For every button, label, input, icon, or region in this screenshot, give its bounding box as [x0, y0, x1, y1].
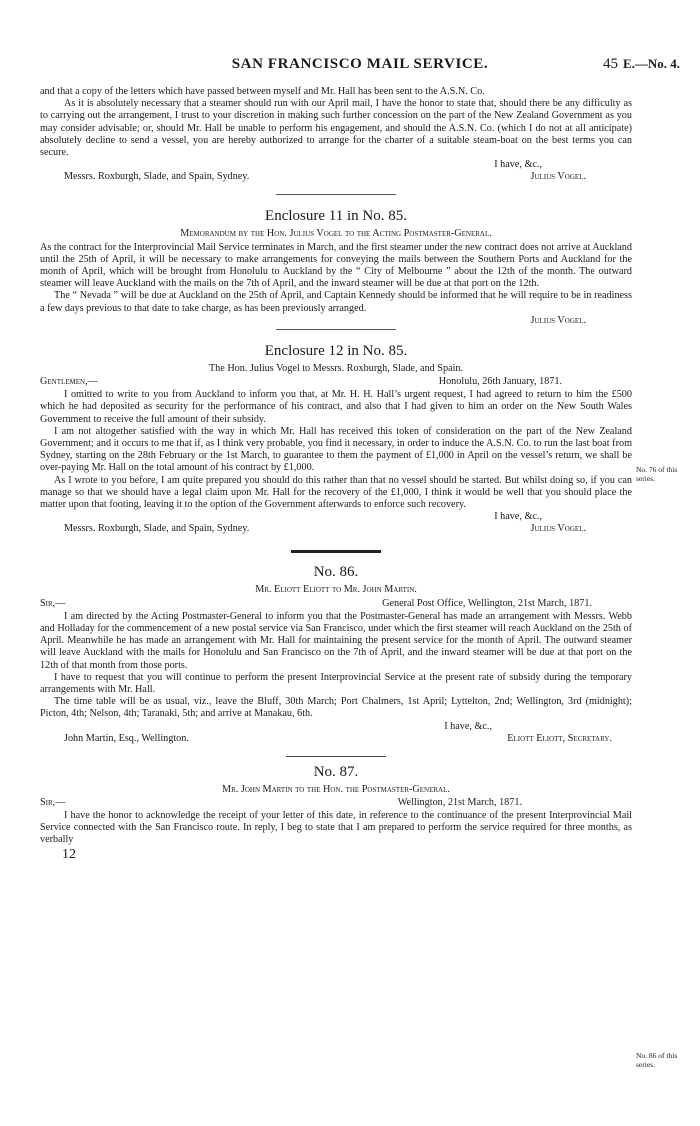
no-87-salutation: Sir,— [40, 796, 66, 808]
section-divider [276, 194, 396, 195]
no-86-heading: No. 86. [313, 564, 359, 581]
enclosure-11-paragraph-2: The “ Nevada ” will be due at Auckland on the 25th of April, and Captain Kennedy should be informed that he will require to be in readiness a few days previous to that date to take charge, as has been previously arranged. [40, 290, 632, 314]
enclosure-11-signature: Julius Vogel. [530, 314, 586, 326]
enclosure-12-salutation: Gentlemen,— [40, 376, 98, 388]
enclosure-12-closing: I have, &c., [494, 511, 542, 523]
intro-signature: Julius Vogel. [530, 171, 586, 183]
enclosure-12-subtitle: The Hon. Julius Vogel to Messrs. Roxburgh, Slade, and Spain. [208, 363, 464, 375]
page-header [40, 54, 680, 78]
enclosure-11-heading: Enclosure 11 in No. 85. [265, 208, 407, 225]
intro-closing: I have, &c., [494, 159, 542, 171]
section-divider [286, 756, 386, 757]
sheet-signature-mark: 12 [62, 846, 76, 862]
enclosure-12-paragraph-3: As I wrote to you before, I am quite prepared you should do this rather than that no vessel should be started. But whilst doing so, if you can manage so that we should have a legal claim upon Mr. Hall for the recovery of the £1,000, I think it would be well that you should place the matter upon that footing, leaving it to the option of the Government afterwards to enforce such recovery. [40, 474, 632, 511]
enclosure-11-paragraph-1: As the contract for the Interprovincial Mail Service terminates in March, and the first steamer under the new contract does not arrive at Auckland until the 25th of April, it will be necessary to make arrangements for conveying the mails between the Southern Ports and Auckland for the month of April, which will be brought from Honolulu to Auckland by the “ City of Melbourne ” about the 12th of the month. The outward steamer will leave Auckland with the mails on the 7th of April, and the inward steamer will be due at that port on the 12th. [40, 241, 632, 290]
enclosure-12-paragraph-2: I am not altogether satisfied with the way in which Mr. Hall has received this token of consideration on the part of the New Zealand Government; and it occurs to me that if, as I think very probable, you find it necessary, in order to induce the A.S.N. Co. to run the last boat from Sydney, starting on the 28th February or the 1st March, to guarantee to them the payment of £1,000 in April on the vessel’s return, we shall be over-paying Mr. Hall on the total amount of his contract by £1,000. [40, 425, 632, 474]
no-87-heading: No. 87. [313, 763, 359, 780]
running-title: SAN FRANCISCO MAIL SERVICE. [231, 56, 489, 72]
no-86-paragraph-2: I have to request that you will continue to perform the present Interprovincial Service at the present rate of subsidy during the temporary arrangements with Mr. Hall. [40, 671, 632, 695]
section-divider-thick [291, 550, 381, 553]
enclosure-12-signature-row [40, 523, 632, 536]
intro-paragraph-1: and that a copy of the letters which have passed between myself and Mr. Hall has been sent to the A.S.N. Co. [40, 86, 485, 97]
enclosure-11-subtitle: Memorandum by the Hon. Julius Vogel to the Acting Postmaster-General. [180, 228, 492, 240]
enclosure-12-salutation-row [40, 376, 632, 389]
intro-signature-row [40, 171, 632, 184]
page-body [40, 86, 632, 863]
enclosure-12-place-date: Honolulu, 26th January, 1871. [438, 376, 562, 388]
enclosure-12-addressee: Messrs. Roxburgh, Slade, and Spain, Sydney. [64, 523, 250, 535]
page-number: 45 [603, 56, 618, 72]
no-86-closing: I have, &c., [444, 720, 492, 732]
section-divider [276, 329, 396, 330]
no-86-signature-row [40, 733, 632, 746]
enclosure-12-paragraph-1: I omitted to write to you from Auckland to inform you that, at Mr. H. H. Hall’s urgent request, I had agreed to return to him the £500 which he had deposited as security for the performance of his contract, and also that I had given to him an order on the New South Wales Government to receive the full amount of their subsidy. [40, 389, 632, 425]
enclosure-12-heading: Enclosure 12 in No. 85. [264, 343, 408, 360]
no-87-subtitle: Mr. John Martin to the Hon. the Postmaster-General. [222, 783, 450, 795]
enclosure-12-signature: Julius Vogel. [530, 523, 586, 535]
margin-note-no-76: No. 76 of this series. [636, 465, 678, 483]
margin-note-no-86: No. 86 of this series. [636, 1051, 678, 1069]
no-87-paragraph-1: I have the honor to acknowledge the receipt of your letter of this date, in reference to the continuance of the present Interprovincial Mail Service connected with the San Francisco route. In reply, I beg to state that I am prepared to perform the service required for three months, as verbally [40, 809, 632, 846]
no-86-addressee: John Martin, Esq., Wellington. [64, 732, 189, 744]
no-86-paragraph-1: I am directed by the Acting Postmaster-General to inform you that the Postmaster-General has made an arrangement with Messrs. Webb and Holladay for the commencement of a new postal service via San Francisco, under which the first steamer will reach Auckland on the 25th of April. Meanwhile he has made an arrangement with Mr. Hall for maintaining the present service for the month of April. The outward steamer will leave Auckland with the mails for Honolulu and San Francisco on the 7th of April, and the inward steamer will be due at that port on the 12th of that month from those ports. [40, 610, 632, 671]
no-87-salutation-row [40, 797, 632, 810]
no-86-salutation-row [40, 598, 632, 611]
no-87-place-date: Wellington, 21st March, 1871. [397, 796, 522, 808]
no-86-subtitle: Mr. Eliott Eliott to Mr. John Martin. [255, 584, 417, 596]
no-86-paragraph-3: The time table will be as usual, viz., leave the Bluff, 30th March; Port Chalmers, 1st April; Lyttelton, 2nd; Wellington, 3rd (midnight); Picton, 4th; Nelson, 4th; Taranaki, 5th; and arrive at Manakau, 6th. [40, 696, 632, 720]
intro-paragraph-2: As it is absolutely necessary that a steamer should run with our April mail, I have the honor to state that, should there be any difficulty as to carrying out the arrangement, I trust to your discretion in making such further concession on the part of the New Zealand Government as you may consider advisable; or, should Mr. Hall be unable to perform his engagement, and should the A.S.N. Co. (which I do not at all anticipate) absolutely decline to send a vessel, you are hereby authorized to arrange for the charter of a suitable steam-boat on the best terms you can secure. [40, 98, 632, 159]
paper-reference: E.—No. 4. [622, 56, 680, 71]
no-86-salutation: Sir,— [40, 597, 66, 609]
no-86-place-date: General Post Office, Wellington, 21st March, 1871. [382, 597, 592, 609]
no-86-signature: Eliott Eliott, Secretary. [507, 732, 612, 744]
intro-addressee: Messrs. Roxburgh, Slade, and Spain, Sydney. [64, 171, 250, 183]
